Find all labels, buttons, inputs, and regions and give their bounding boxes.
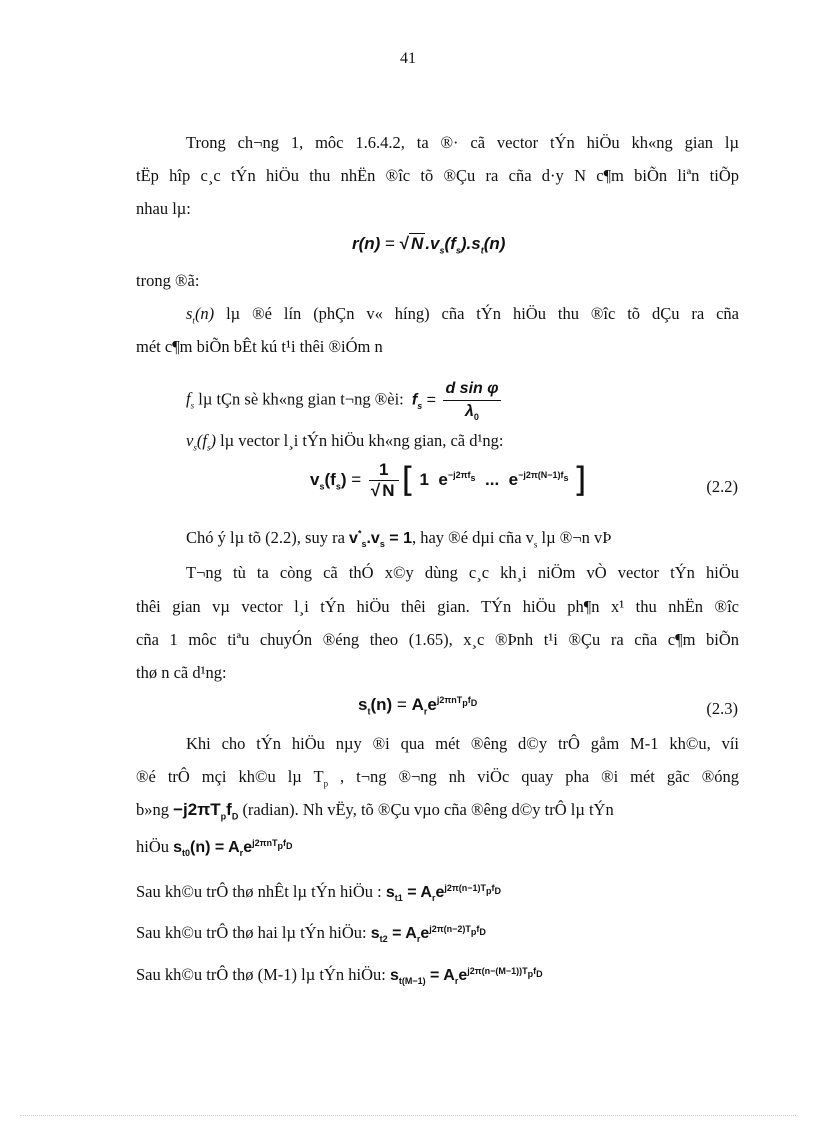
equation-signal-vector: r(n) = √ N $.v_s(f_s).s_t(n)$ [352, 234, 506, 256]
delay2-eq-sub: r [416, 934, 421, 945]
delay3-eq: = A [425, 967, 455, 984]
para3-phase-shift-sub: p [220, 811, 227, 822]
def3-symbol-end: ) [210, 431, 216, 450]
eq2-lhs-arg: (f [324, 469, 336, 489]
delay1-exp-sub2: D [494, 885, 502, 896]
eq1-lhs: r(n) [352, 234, 381, 253]
delay2-exp-f: f [476, 923, 480, 934]
delay-stage-2 [136, 922, 739, 945]
fs-lhs: f [411, 391, 418, 409]
eq2-numerator: 1 [369, 460, 399, 481]
definition-vs [186, 430, 789, 452]
fs-lhs-sub: s [417, 400, 423, 411]
st0-exp: j2πnT [252, 837, 278, 848]
eq3-exp-base: e [427, 695, 437, 714]
delay2-exp: j2π(n−2)T [429, 923, 471, 934]
paragraph-1-line-2: tËp hîp c¸c tÝn hiÖu thu nhËn ®îc tõ ®Çu ra cña d·y N c¶m biÕn liªn tiÕp [136, 166, 739, 185]
equation-steering-vector: $v_s(f_s)$ = $\frac{1}{√ N}$ [ 1 $e^{-j2\pi f_s}$ ... $e^{-j2\pi(N-1)f_s}$ ] [310, 460, 587, 501]
eq2-lhs-end: ) [340, 469, 347, 489]
def1-symbol: s [186, 304, 193, 323]
note-math-sub: s [361, 539, 367, 550]
def2-symbol: f [186, 389, 191, 409]
st0-exp-sub2: D [286, 840, 293, 851]
delay1-s-sub: t1 [394, 893, 403, 904]
delay2-exp-sub: p [470, 926, 477, 937]
def3-symbol-tail-sub: s [206, 442, 211, 453]
paragraph-3-line-1: Khi cho tÝn hiÖu nµy ®i qua mét ®êng d©y trÔ gåm M-1 kh©u, víi [186, 734, 739, 753]
eq2-element-2-exp: −j2πf [447, 470, 471, 481]
st0-sub: t0 [182, 848, 191, 859]
delay2-s-sub: t2 [379, 934, 388, 945]
delay3-text: Sau kh©u trÔ thø (M-1) lµ tÝn hiÖu: [136, 965, 390, 984]
def2-symbol-sub: s [190, 400, 195, 411]
eq3-exp-sub1: p [462, 698, 468, 709]
note-post-end: lµ ®¬n vÞ [537, 528, 612, 547]
para3-line2-sub: p [323, 778, 329, 789]
eq2-element-1: 1 [419, 469, 429, 489]
eq2-element-n: e [508, 469, 519, 489]
st0-exp-base: e [243, 839, 253, 856]
para3-line3-pre: b»ng [136, 800, 174, 819]
def3-symbol-sub: s [193, 442, 197, 453]
eq2-lhs: v [310, 469, 320, 489]
page-bottom-rule [20, 1115, 796, 1116]
eq2-element-n-exp: −j2π(N−1)f [518, 470, 564, 481]
delay3-s: s [389, 967, 399, 984]
delay2-s: s [370, 925, 380, 942]
note-math-end: = 1 [384, 530, 412, 547]
paragraph-2-line-3: cña 1 môc tiªu chuyÓn ®éng theo (1.65), x¸c ®Þnh t¹i ®Çu ra cña c¶m biÕn [136, 630, 739, 649]
definition-fs [186, 378, 789, 423]
def2-text: lµ tÇn sè kh«ng gian t¬ng ®èi: [194, 389, 404, 409]
def3-symbol-tail: (f [196, 431, 207, 450]
note-math-sub2: s [379, 539, 385, 550]
definition-st-line-1 [186, 303, 739, 325]
paragraph-1-line-1: Trong ch¬ng 1, môc 1.6.4.2, ta ®· cã vector tÝn hiÖu kh«ng gian lµ [186, 133, 739, 152]
eq1-v-sub: s [439, 245, 445, 256]
delay3-e: e [458, 967, 468, 984]
eq2-denominator: N [382, 481, 395, 500]
paragraph-2-line-2: thêi gian vµ vector l¸i tÝn hiÖu thêi gian. TÝn hiÖu ph¶n x¹ thu nhËn ®îc [136, 597, 739, 616]
eq3-lhs-arg: (n) [370, 695, 393, 714]
para3-line3-post: (radian). Nh vËy, tõ ®Çu vµo cña ®êng d©y trÔ lµ tÝn [238, 800, 614, 819]
paragraph-2-line-1: T¬ng tù ta còng cã thÓ x©y dùng c¸c kh¸i niÖm vÒ vector tÝn hiÖu [186, 563, 739, 582]
delay3-s-sub: t(M−1) [398, 976, 426, 987]
delay-stage-m-1 [136, 964, 739, 987]
st0-amp-sub: r [239, 848, 244, 859]
def1-text: lµ ®é lín (phÇn v« híng) cña tÝn hiÖu thu ®îc tõ dÇu ra cña [214, 304, 739, 323]
eq1-v: .v [425, 234, 440, 253]
eq3-lhs-sub: t [367, 706, 371, 717]
st0-exp-f: f [283, 837, 286, 848]
para3-line2-pre: ®é trÔ mçi kh©u lµ T [136, 767, 324, 786]
delay3-exp-sub: p [527, 968, 534, 979]
delay1-eq-sub: r [431, 893, 436, 904]
delay1-s: s [385, 884, 395, 901]
para3-phase-shift: −j2πT [173, 800, 221, 819]
delay3-exp: j2π(n−(M−1))T [467, 965, 528, 976]
eq3-exp-f: f [467, 695, 471, 706]
fs-numerator: d sin φ [445, 380, 499, 397]
eq2-dots: ... [485, 469, 500, 489]
para3-line4-pre: hiÖu [136, 837, 174, 856]
delay2-e: e [420, 925, 430, 942]
paragraph-3-line-3 [136, 799, 739, 821]
def3-symbol: v [186, 431, 194, 450]
eq1-n: (n) [483, 234, 506, 253]
left-bracket-icon: [ [401, 460, 415, 501]
para3-line2-post: , t¬ng ®¬ng nh viÖc quay pha ®i mét gãc ®óng [328, 767, 739, 786]
eq1-s: ).s [460, 234, 481, 253]
para3-phase-shift-sub2: D [231, 811, 239, 822]
equation-number-2-3: (2.3) [706, 699, 738, 718]
eq2-element-n-exp-sub: s [563, 473, 569, 484]
paragraph-3-line-2 [136, 766, 739, 788]
note-math-sup: * [357, 528, 362, 539]
fs-denominator-sub: 0 [473, 412, 479, 423]
delay3-exp-sub2: D [536, 968, 543, 979]
paragraph-1-line-3: nhau lµ: [136, 199, 191, 218]
def3-text: lµ vector l¸i tÝn hiÖu kh«ng gian, cã d¹ng: [215, 431, 504, 450]
delay1-exp-sub: p [486, 885, 492, 896]
st0-exp-sub: p [277, 840, 283, 851]
delay1-exp-f: f [491, 882, 495, 893]
page-number: 41 [400, 50, 416, 67]
right-bracket-icon: ] [573, 460, 587, 501]
equation-received-signal: $s_t(n) = A_re^{j2\pi nT_pf_D}$ [358, 695, 478, 717]
definition-st-line-2: mét c¶m biÕn bÊt kú t¹i thêi ®iÓm n [136, 337, 383, 356]
eq3-exp-sub2: D [470, 698, 478, 709]
st0-arg: (n) = A [190, 839, 240, 856]
eq2-lhs-arg-sub: s [335, 481, 341, 492]
fs-formula: $f_s$ = $\frac{\text{d sin φ}}{\lambda_0}$ [411, 380, 499, 423]
eq3-lhs: s [358, 695, 368, 714]
delay3-exp-f: f [533, 965, 537, 976]
eq1-sqrt-n: N [411, 234, 424, 253]
eq1-s-sub: t [480, 245, 484, 256]
eq3-amplitude: A [411, 695, 424, 714]
eq2-element-2: e [438, 469, 448, 489]
delay2-exp-sub2: D [479, 926, 486, 937]
eq3-exp: j2πnT [436, 695, 463, 706]
fs-denominator: λ [465, 403, 474, 420]
para3-phase-shift-f: f [226, 800, 232, 819]
eq3-amplitude-sub: r [423, 706, 428, 717]
def1-symbol-tail: (n) [194, 304, 215, 323]
delay1-exp: j2π(n−1)T [444, 882, 487, 893]
eq2-lhs-sub: s [319, 481, 325, 492]
note-pre: Chó ý lµ tõ (2.2), suy ra [186, 528, 350, 547]
delay2-text: Sau kh©u trÔ thø hai lµ tÝn hiÖu: [136, 923, 371, 942]
paragraph-3-line-4 [136, 836, 739, 859]
delay-stage-1 [136, 881, 739, 904]
eq1-f: (f [444, 234, 456, 253]
delay2-eq: = A [387, 925, 417, 942]
st0-symbol: s [173, 839, 183, 856]
eq1-f-sub: s [455, 245, 461, 256]
trong-do-label: trong ®ã: [136, 271, 200, 290]
note-unit-length [186, 527, 789, 550]
note-math-mid: .v [366, 530, 380, 547]
equation-number-2-2: (2.2) [706, 477, 738, 496]
note-post: , hay ®é dµi cña v [411, 528, 534, 547]
delay1-text: Sau kh©u trÔ thø nhÊt lµ tÝn hiÖu : [136, 882, 386, 901]
delay1-e: e [435, 884, 445, 901]
def1-symbol-sub: t [192, 315, 195, 326]
delay1-eq: = A [402, 884, 432, 901]
note-post-sub: s [533, 539, 538, 550]
paragraph-2-line-4: thø n cã d¹ng: [136, 663, 227, 682]
note-math-v: v [349, 530, 358, 547]
eq2-element-2-exp-sub: s [470, 473, 476, 484]
delay3-eq-sub: r [454, 976, 459, 987]
